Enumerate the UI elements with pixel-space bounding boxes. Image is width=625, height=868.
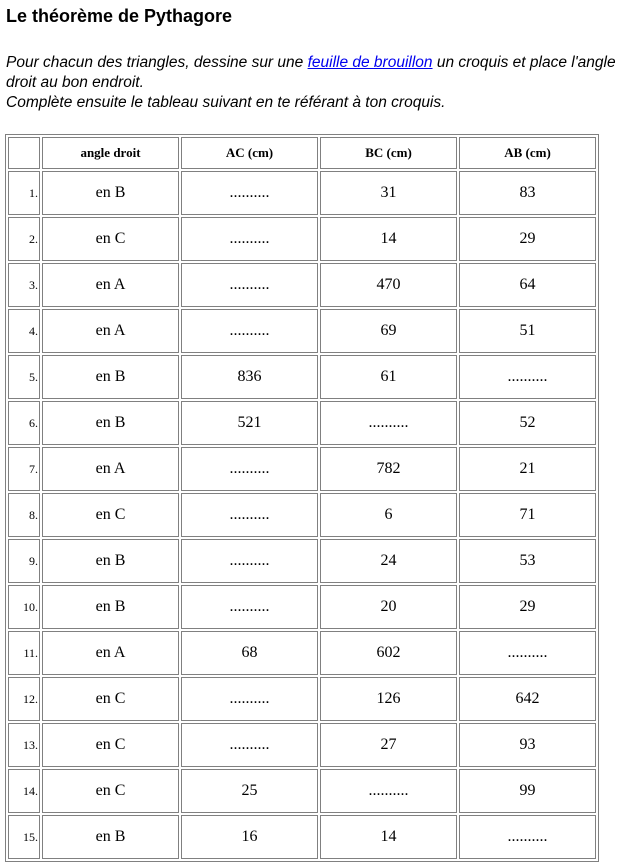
row-number: 2. <box>8 217 40 261</box>
angle-droit-cell: en C <box>42 217 179 261</box>
ab-cell: 21 <box>459 447 596 491</box>
ac-cell: .......... <box>181 447 318 491</box>
bc-cell: 602 <box>320 631 457 675</box>
row-number: 1. <box>8 171 40 215</box>
bc-cell: 24 <box>320 539 457 583</box>
row-number: 9. <box>8 539 40 583</box>
ab-cell: 642 <box>459 677 596 721</box>
bc-cell: 31 <box>320 171 457 215</box>
table-header-row <box>8 137 596 169</box>
row-number: 4. <box>8 309 40 353</box>
angle-droit-cell: en B <box>42 585 179 629</box>
angle-droit-cell: en A <box>42 447 179 491</box>
table-row <box>8 171 596 215</box>
ab-cell: 99 <box>459 769 596 813</box>
ab-cell: 83 <box>459 171 596 215</box>
instructions-text-start: Pour chacun des triangles, dessine sur une <box>6 54 308 71</box>
table-row <box>8 493 596 537</box>
bc-cell: 782 <box>320 447 457 491</box>
angle-droit-cell: en B <box>42 401 179 445</box>
ab-cell: 71 <box>459 493 596 537</box>
pythagore-table <box>5 134 599 862</box>
angle-droit-cell: en B <box>42 815 179 859</box>
table-row <box>8 585 596 629</box>
ac-cell: 16 <box>181 815 318 859</box>
ac-cell: 521 <box>181 401 318 445</box>
angle-droit-cell: en C <box>42 493 179 537</box>
table-row <box>8 263 596 307</box>
bc-cell: 61 <box>320 355 457 399</box>
table-row <box>8 355 596 399</box>
bc-cell: 20 <box>320 585 457 629</box>
row-number: 15. <box>8 815 40 859</box>
header-ab: AB (cm) <box>459 137 596 169</box>
bc-cell: .......... <box>320 401 457 445</box>
ab-cell: 29 <box>459 585 596 629</box>
instructions-line-2: Complète ensuite le tableau suivant en te référant à ton croquis. <box>6 94 446 111</box>
row-number: 8. <box>8 493 40 537</box>
ac-cell: 836 <box>181 355 318 399</box>
table-row <box>8 539 596 583</box>
ac-cell: .......... <box>181 217 318 261</box>
ab-cell: 64 <box>459 263 596 307</box>
ab-cell: 52 <box>459 401 596 445</box>
table-row <box>8 723 596 767</box>
angle-droit-cell: en C <box>42 677 179 721</box>
instructions <box>6 53 621 113</box>
angle-droit-cell: en C <box>42 723 179 767</box>
row-number: 7. <box>8 447 40 491</box>
bc-cell: 14 <box>320 815 457 859</box>
table-row <box>8 309 596 353</box>
page-title: Le théorème de Pythagore <box>6 6 233 26</box>
ac-cell: .......... <box>181 677 318 721</box>
bc-cell: 14 <box>320 217 457 261</box>
header-bc: BC (cm) <box>320 137 457 169</box>
bc-cell: 6 <box>320 493 457 537</box>
ab-cell: 53 <box>459 539 596 583</box>
table-row <box>8 401 596 445</box>
instructions-text-end: un croquis et place l'angle droit au bon endroit. <box>6 54 616 91</box>
row-number: 14. <box>8 769 40 813</box>
ac-cell: .......... <box>181 493 318 537</box>
header-ac: AC (cm) <box>181 137 318 169</box>
table-row <box>8 447 596 491</box>
bc-cell: 470 <box>320 263 457 307</box>
angle-droit-cell: en B <box>42 355 179 399</box>
row-number: 3. <box>8 263 40 307</box>
angle-droit-cell: en B <box>42 171 179 215</box>
ac-cell: .......... <box>181 309 318 353</box>
ab-cell: .......... <box>459 631 596 675</box>
ab-cell: .......... <box>459 355 596 399</box>
bc-cell: 69 <box>320 309 457 353</box>
angle-droit-cell: en A <box>42 631 179 675</box>
ab-cell: 51 <box>459 309 596 353</box>
ab-cell: .......... <box>459 815 596 859</box>
bc-cell: .......... <box>320 769 457 813</box>
row-number: 13. <box>8 723 40 767</box>
bc-cell: 126 <box>320 677 457 721</box>
header-index <box>8 137 40 169</box>
table-row <box>8 815 596 859</box>
ac-cell: .......... <box>181 723 318 767</box>
row-number: 5. <box>8 355 40 399</box>
angle-droit-cell: en A <box>42 263 179 307</box>
angle-droit-cell: en A <box>42 309 179 353</box>
ab-cell: 93 <box>459 723 596 767</box>
ac-cell: 68 <box>181 631 318 675</box>
table-body <box>8 171 596 859</box>
row-number: 6. <box>8 401 40 445</box>
ab-cell: 29 <box>459 217 596 261</box>
brouillon-link[interactable]: feuille de brouillon <box>307 54 433 71</box>
bc-cell: 27 <box>320 723 457 767</box>
table-row <box>8 677 596 721</box>
angle-droit-cell: en B <box>42 539 179 583</box>
header-angle-droit: angle droit <box>42 137 179 169</box>
angle-droit-cell: en C <box>42 769 179 813</box>
table-row <box>8 217 596 261</box>
row-number: 12. <box>8 677 40 721</box>
ac-cell: .......... <box>181 539 318 583</box>
table-row <box>8 769 596 813</box>
row-number: 10. <box>8 585 40 629</box>
row-number: 11. <box>8 631 40 675</box>
ac-cell: .......... <box>181 171 318 215</box>
ac-cell: 25 <box>181 769 318 813</box>
table-row <box>8 631 596 675</box>
ac-cell: .......... <box>181 585 318 629</box>
ac-cell: .......... <box>181 263 318 307</box>
